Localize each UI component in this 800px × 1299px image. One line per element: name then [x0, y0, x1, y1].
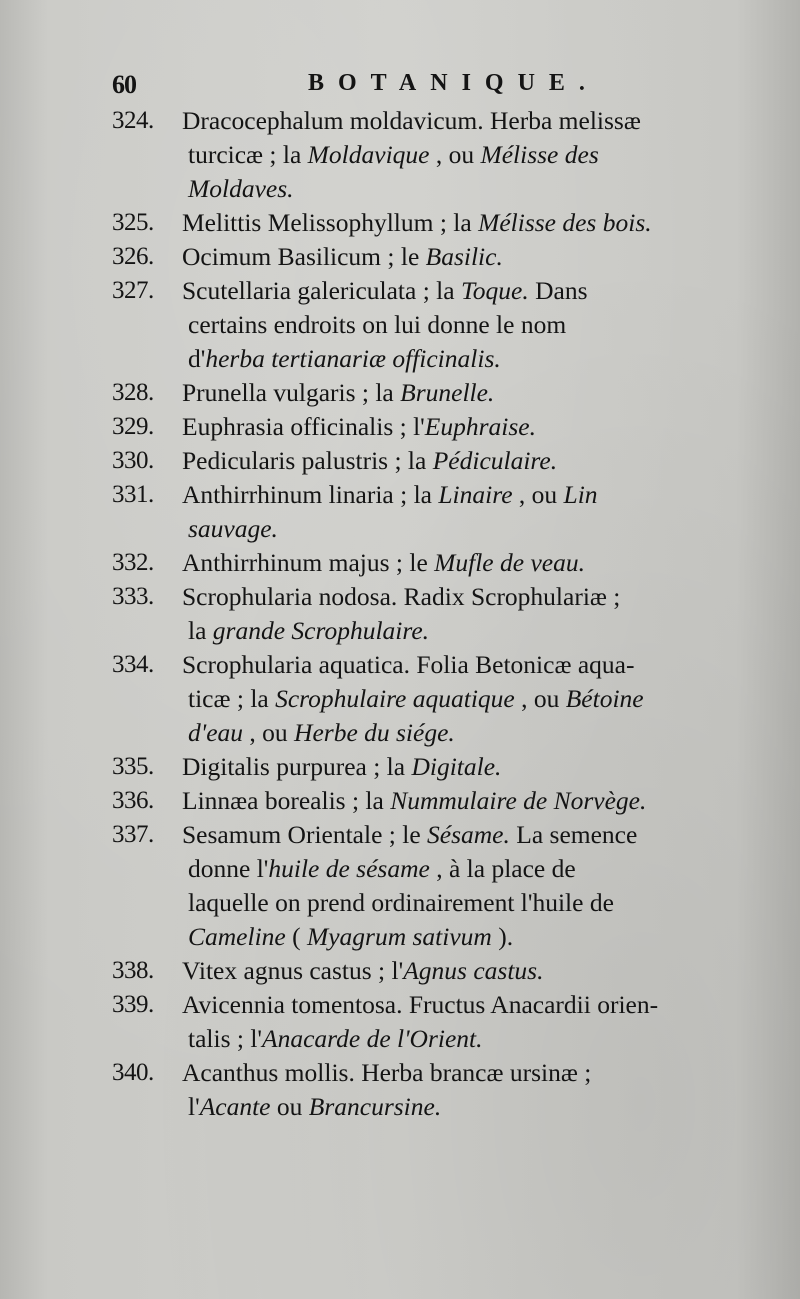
entry-number: 324.: [112, 107, 154, 134]
entry-text: [182, 546, 762, 580]
italic-term: Nummulaire de Norvège.: [390, 786, 647, 815]
entry-line: [182, 818, 762, 852]
italic-term: Sésame.: [427, 820, 510, 849]
entry-text: [182, 274, 762, 376]
italic-term: Cameline: [188, 922, 286, 951]
entry-line: [182, 852, 762, 886]
italic-term: Mélisse des bois.: [478, 208, 652, 237]
entry-line: [182, 920, 762, 954]
entry-line: [182, 1090, 762, 1124]
entry-text: [182, 648, 762, 750]
entry-text: [182, 376, 762, 410]
italic-term: d'eau: [188, 718, 244, 747]
text-segment: , à la place de: [429, 854, 576, 883]
italic-term: Herbe du siége.: [294, 718, 455, 747]
entry-number: 333.: [112, 583, 154, 610]
entry-line: [182, 988, 762, 1022]
text-segment: Linnæa borealis ; la: [182, 786, 391, 815]
italic-term: Anacarde de l'Orient.: [262, 1024, 483, 1053]
entry-number: 325.: [112, 209, 154, 236]
entry-list: [112, 104, 762, 1124]
italic-term: Scrophulaire aquatique: [275, 684, 515, 713]
entry-line: [182, 206, 762, 240]
text-segment: (: [285, 922, 307, 951]
text-segment: d': [188, 344, 206, 373]
italic-term: Mélisse des: [480, 140, 599, 169]
text-segment: ou: [270, 1092, 309, 1121]
entry-line: [182, 546, 762, 580]
italic-term: Acante: [199, 1092, 271, 1121]
entry-line: [182, 444, 762, 478]
entry-text: [182, 818, 762, 954]
page-header: [112, 70, 752, 106]
entry-line: [182, 648, 762, 682]
text-segment: Melittis Melissophyllum ; la: [182, 208, 479, 237]
entry-line: [182, 172, 762, 206]
text-segment: , ou: [512, 480, 564, 509]
entry-text: [182, 750, 762, 784]
entry-number: 330.: [112, 447, 154, 474]
italic-term: Linaire: [438, 480, 513, 509]
entry-line: [182, 512, 762, 546]
catalog-entry: [112, 954, 762, 988]
text-segment: donne l': [188, 854, 269, 883]
text-segment: l': [188, 1092, 200, 1121]
entry-text: [182, 1056, 762, 1124]
catalog-entry: [112, 784, 762, 818]
entry-number: 334.: [112, 651, 154, 678]
entry-line: [182, 274, 762, 308]
entry-number: 327.: [112, 277, 154, 304]
entry-line: [182, 410, 762, 444]
italic-term: herba tertianariæ officinalis.: [205, 344, 501, 373]
italic-term: Basilic.: [425, 242, 503, 271]
entry-text: [182, 104, 762, 206]
entry-line: [182, 784, 762, 818]
entry-line: [182, 682, 762, 716]
catalog-entry: [112, 546, 762, 580]
text-segment: , ou: [243, 718, 295, 747]
italic-term: Agnus castus.: [403, 956, 544, 985]
italic-term: Euphraise.: [424, 412, 536, 441]
running-title: BOTANIQUE.: [308, 70, 599, 96]
entry-number: 337.: [112, 821, 154, 848]
text-segment: certains endroits on lui donne le nom: [188, 310, 567, 339]
entry-text: [182, 988, 762, 1056]
catalog-entry: [112, 818, 762, 954]
text-segment: Scutellaria galericulata ; la: [182, 276, 461, 305]
text-segment: Sesamum Orientale ; le: [182, 820, 428, 849]
entry-number: 328.: [112, 379, 154, 406]
entry-number: 326.: [112, 243, 154, 270]
text-segment: Scrophularia aquatica. Folia Betonicæ aqua-: [182, 650, 635, 679]
text-segment: ticæ ; la: [188, 684, 276, 713]
catalog-entry: [112, 206, 762, 240]
entry-line: [182, 138, 762, 172]
entry-number: 338.: [112, 957, 154, 984]
entry-text: [182, 954, 762, 988]
catalog-entry: [112, 648, 762, 750]
italic-term: Moldavique: [307, 140, 430, 169]
entry-number: 329.: [112, 413, 154, 440]
entry-number: 340.: [112, 1059, 154, 1086]
catalog-entry: [112, 376, 762, 410]
entry-line: [182, 308, 762, 342]
entry-line: [182, 1056, 762, 1090]
text-segment: Avicennia tomentosa. Fructus Anacardii orien-: [182, 990, 659, 1019]
text-segment: Scrophularia nodosa. Radix Scrophulariæ ;: [182, 582, 621, 611]
catalog-entry: [112, 988, 762, 1056]
italic-term: Toque.: [460, 276, 529, 305]
entry-text: [182, 784, 762, 818]
italic-term: Lin: [563, 480, 598, 509]
catalog-entry: [112, 1056, 762, 1124]
text-segment: Dracocephalum moldavicum. Herba melissæ: [182, 106, 641, 135]
text-segment: ).: [491, 922, 514, 951]
text-segment: Anthirrhinum majus ; le: [182, 548, 435, 577]
italic-term: grande Scrophulaire.: [212, 616, 430, 645]
italic-term: Digitale.: [411, 752, 502, 781]
text-segment: Anthirrhinum linaria ; la: [182, 480, 439, 509]
text-segment: Digitalis purpurea ; la: [182, 752, 412, 781]
catalog-entry: [112, 478, 762, 546]
text-segment: la: [188, 616, 213, 645]
entry-line: [182, 104, 762, 138]
italic-term: Pédiculaire.: [432, 446, 558, 475]
entry-text: [182, 410, 762, 444]
text-segment: Prunella vulgaris ; la: [182, 378, 401, 407]
italic-term: huile de sésame: [268, 854, 430, 883]
entry-text: [182, 444, 762, 478]
entry-text: [182, 240, 762, 274]
entry-line: [182, 716, 762, 750]
catalog-entry: [112, 580, 762, 648]
entry-text: [182, 478, 762, 546]
text-segment: Ocimum Basilicum ; le: [182, 242, 426, 271]
catalog-entry: [112, 104, 762, 206]
text-segment: turcicæ ; la: [188, 140, 308, 169]
entry-number: 335.: [112, 753, 154, 780]
text-segment: , ou: [429, 140, 481, 169]
italic-term: sauvage.: [188, 514, 278, 543]
entry-line: [182, 240, 762, 274]
entry-line: [182, 614, 762, 648]
entry-line: [182, 1022, 762, 1056]
entry-text: [182, 206, 762, 240]
italic-term: Brunelle.: [400, 378, 495, 407]
entry-line: [182, 478, 762, 512]
entry-number: 339.: [112, 991, 154, 1018]
italic-term: Mufle de veau.: [434, 548, 585, 577]
italic-term: Moldaves.: [188, 174, 294, 203]
entry-line: [182, 376, 762, 410]
entry-line: [182, 342, 762, 376]
text-segment: Acanthus mollis. Herba brancæ ursinæ ;: [182, 1058, 592, 1087]
italic-term: Bétoine: [565, 684, 644, 713]
entry-line: [182, 750, 762, 784]
text-segment: laquelle on prend ordinairement l'huile de: [188, 888, 614, 917]
italic-term: Myagrum sativum: [306, 922, 492, 951]
text-segment: Vitex agnus castus ; l': [182, 956, 404, 985]
catalog-entry: [112, 444, 762, 478]
italic-term: Brancursine.: [308, 1092, 442, 1121]
text-segment: , ou: [514, 684, 566, 713]
entry-line: [182, 580, 762, 614]
catalog-entry: [112, 274, 762, 376]
catalog-entry: [112, 410, 762, 444]
text-segment: Dans: [528, 276, 588, 305]
entry-number: 336.: [112, 787, 154, 814]
entry-line: [182, 954, 762, 988]
entry-text: [182, 580, 762, 648]
entry-number: 332.: [112, 549, 154, 576]
text-segment: talis ; l': [188, 1024, 263, 1053]
entry-number: 331.: [112, 481, 154, 508]
text-segment: Pedicularis palustris ; la: [182, 446, 433, 475]
catalog-entry: [112, 240, 762, 274]
entry-line: [182, 886, 762, 920]
text-segment: La semence: [509, 820, 638, 849]
text-segment: Euphrasia officinalis ; l': [182, 412, 425, 441]
catalog-entry: [112, 750, 762, 784]
page-number: 60: [112, 70, 136, 99]
